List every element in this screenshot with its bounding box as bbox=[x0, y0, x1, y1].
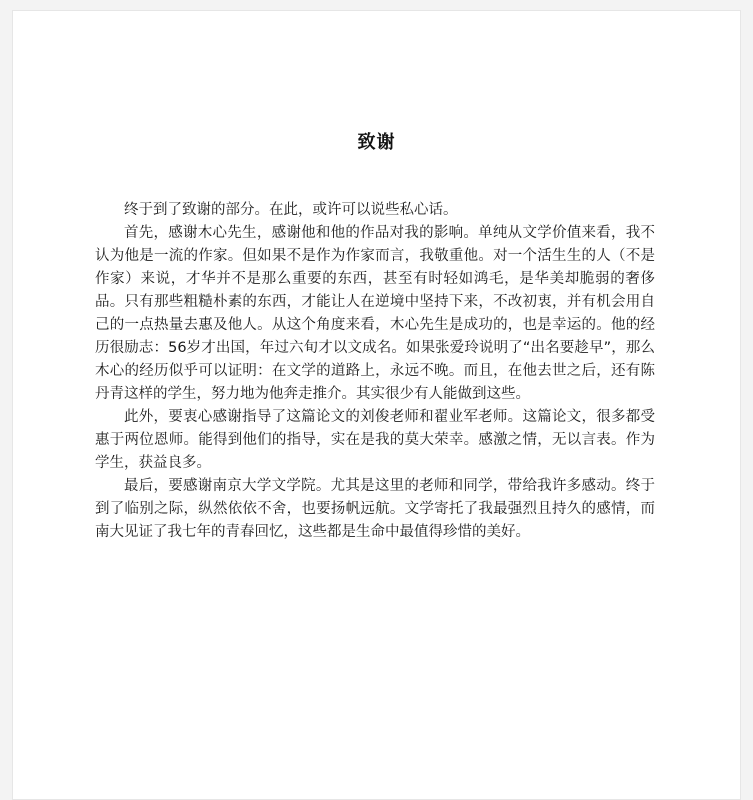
paragraph-1: 终于到了致谢的部分。在此，或许可以说些私心话。 bbox=[124, 202, 458, 218]
paragraph-2: 首先，感谢木心先生，感谢他和他的作品对我的影响。单纯从文学价值来看，我不认为他是一流的作家。但如果不是作为作家而言，我敬重他。对一个活生生的人（不是作家）来说，才华并不是那么重要的东西，甚至有时轻如鸿毛，是华美却脆弱的奢侈品。只有那些粗糙朴素的东西，才能让人在逆境中坚持下来，不改初衷，并有机会用自己的一点热量去惠及他人。从这个角度来看，木心先生是成功的，也是幸运的。他的经历很励志：56岁才出国，年过六旬才以文成名。如果张爱玲说明了“出名要趁早”，那么木心的经历似乎可以证明：在文学的道路上，永远不晚。而且，在他去世之后，还有陈丹青这样的学生，努力地为他奔走推介。其实很少有人能做到这些。 bbox=[95, 225, 655, 402]
page-title: 致谢 bbox=[357, 132, 396, 153]
paragraph-3: 此外，要衷心感谢指导了这篇论文的刘俊老师和翟业军老师。这篇论文，很多都受惠于两位恩师。能得到他们的指导，实在是我的莫大荣幸。感激之情，无以言表。作为学生，获益良多。 bbox=[95, 409, 655, 471]
document-page bbox=[12, 10, 741, 800]
acknowledgement-body bbox=[95, 199, 655, 544]
paragraph-4: 最后，要感谢南京大学文学院。尤其是这里的老师和同学，带给我许多感动。终于到了临别之际，纵然依依不舍，也要扬帆远航。文学寄托了我最强烈且持久的感情，而南大见证了我七年的青春回忆，这些都是生命中最值得珍惜的美好。 bbox=[95, 478, 655, 540]
